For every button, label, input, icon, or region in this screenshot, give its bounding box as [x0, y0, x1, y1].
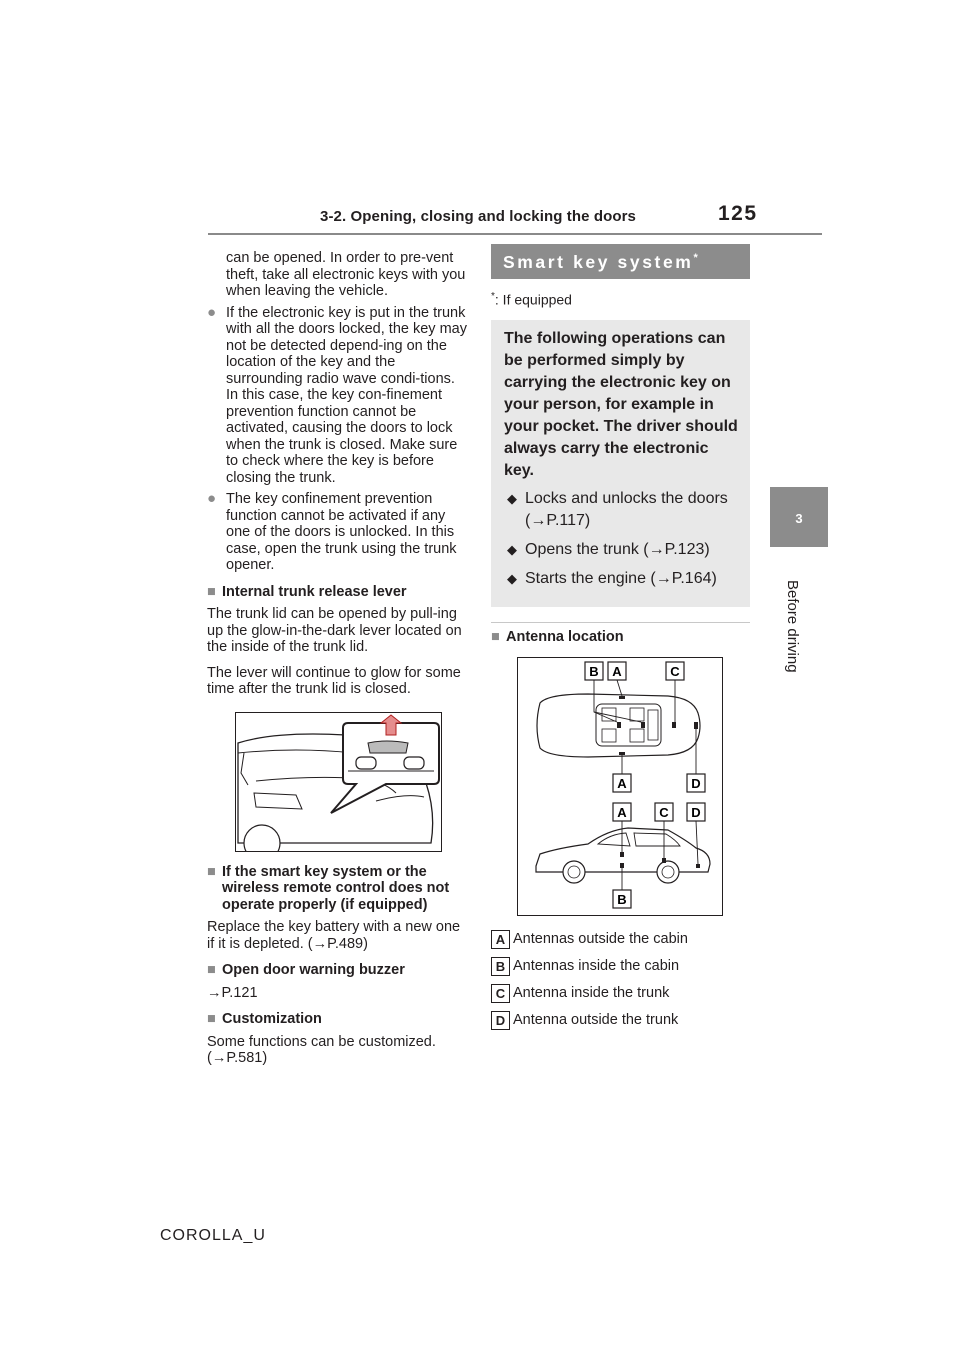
section-title: 3-2. Opening, closing and locking the doors: [320, 208, 636, 225]
legend-key: C: [491, 984, 510, 1003]
antenna-legend: [491, 926, 751, 1034]
paragraph: Some functions can be customized. (→P.581): [207, 1033, 436, 1066]
intro-text: can be opened. In order to pre-vent theft, take all electronic keys with you when leaving the vehicle.: [226, 250, 466, 299]
bullet-item: [207, 491, 469, 574]
diamond-bullet-icon: ◆: [507, 541, 517, 557]
diagram-label-a: A: [617, 775, 627, 791]
legend-row: [491, 953, 751, 980]
legend-text: Antennas outside the cabin: [513, 931, 688, 948]
right-column: [491, 244, 751, 1034]
diagram-label-a: A: [612, 663, 622, 679]
subheading-internal-trunk-release: [207, 584, 469, 601]
banner-title: Smart key system: [503, 252, 694, 272]
divider: [491, 622, 750, 623]
bullet-icon: ●: [207, 490, 217, 507]
header-rule: [208, 233, 822, 235]
subheading-text: Customization: [222, 1011, 322, 1027]
legend-row: [491, 926, 751, 953]
chapter-label: Before driving: [784, 580, 801, 673]
legend-key: A: [491, 930, 510, 949]
diagram-label-b: B: [589, 663, 599, 679]
diagram-label-a: A: [617, 804, 627, 820]
bullet-text: If the electronic key is put in the trunk with all the doors locked, the key may not be detected depend-ing on the location of the key and the surrounding radio wave condi-tions. In this case, the key con-finement prevention function cannot be activated, causing the doors to lock when the trunk is closed. Make sure to check where the key is before closing the trunk.: [226, 304, 467, 486]
subheading-antenna-location: [491, 629, 751, 645]
legend-key: B: [491, 957, 510, 976]
subheading-text: Internal trunk release lever: [222, 583, 407, 600]
footer-model: COROLLA_U: [160, 1227, 266, 1244]
diagram-label-c: C: [659, 804, 669, 820]
square-bullet-icon: ■: [207, 1011, 216, 1027]
operation-text: Opens the trunk (→P.123): [525, 540, 710, 558]
paragraph: The lever will continue to glow for some time after the trunk lid is closed.: [207, 664, 461, 697]
legend-key: D: [491, 1011, 510, 1030]
trunk-lever-illustration: [235, 712, 442, 852]
subheading-text: Antenna location: [506, 628, 624, 645]
bullet-item: [207, 305, 469, 487]
square-bullet-icon: ■: [207, 583, 216, 600]
legend-row: [491, 1007, 751, 1034]
section-banner: [491, 244, 750, 279]
operation-text: Locks and unlocks the doors (→P.117): [525, 489, 728, 529]
banner-asterisk: *: [693, 252, 698, 265]
diamond-bullet-icon: ◆: [507, 570, 517, 586]
operation-text: Starts the engine (→P.164): [525, 569, 717, 587]
operation-item: [504, 568, 742, 590]
operation-item: [504, 488, 742, 532]
operations-intro: The following operations can be performed simply by carrying the electronic key on your person, for example in your pocket. The driver should always carry the electronic key.: [504, 329, 738, 479]
left-column: [207, 250, 469, 1072]
footnote-text: : If equipped: [494, 291, 572, 308]
diagram-label-c: C: [670, 663, 680, 679]
legend-text: Antennas inside the cabin: [513, 958, 680, 975]
operations-box: [491, 320, 750, 607]
square-bullet-icon: ■: [207, 962, 216, 978]
footnote-asterisk: *: [491, 291, 495, 302]
legend-row: [491, 980, 751, 1007]
footnote: [491, 291, 751, 308]
diagram-label-d: D: [691, 775, 701, 791]
bullet-icon: ●: [207, 303, 217, 321]
diagram-label-d: D: [691, 804, 701, 820]
page-reference: →P.121: [207, 984, 258, 1001]
antenna-location-diagram: [517, 657, 723, 916]
page-number: 125: [718, 202, 758, 225]
legend-text: Antenna inside the trunk: [513, 985, 670, 1002]
operation-item: [504, 539, 742, 561]
paragraph: Replace the key battery with a new one if it is depleted. (→P.489): [207, 919, 461, 952]
subheading-text: If the smart key system or the wireless remote control does not operate properly (if equipped): [222, 863, 450, 913]
bullet-text: The key confinement prevention function cannot be activated if any one of the doors is unlocked. In this case, open the trunk using the trunk opener.: [226, 491, 457, 573]
diamond-bullet-icon: ◆: [507, 490, 517, 506]
subheading-smart-key-trouble: [207, 864, 469, 914]
legend-text: Antenna outside the trunk: [513, 1012, 679, 1029]
paragraph: The trunk lid can be opened by pull-ing up the glow-in-the-dark lever located on the inside of the trunk lid.: [207, 606, 462, 655]
subheading-text: Open door warning buzzer: [222, 962, 405, 978]
subheading-open-door-buzzer: [207, 962, 469, 979]
subheading-customization: [207, 1011, 469, 1028]
diagram-label-b: B: [617, 891, 627, 907]
chapter-tab: 3: [770, 487, 828, 547]
square-bullet-icon: ■: [491, 628, 500, 645]
square-bullet-icon: ■: [207, 863, 216, 880]
